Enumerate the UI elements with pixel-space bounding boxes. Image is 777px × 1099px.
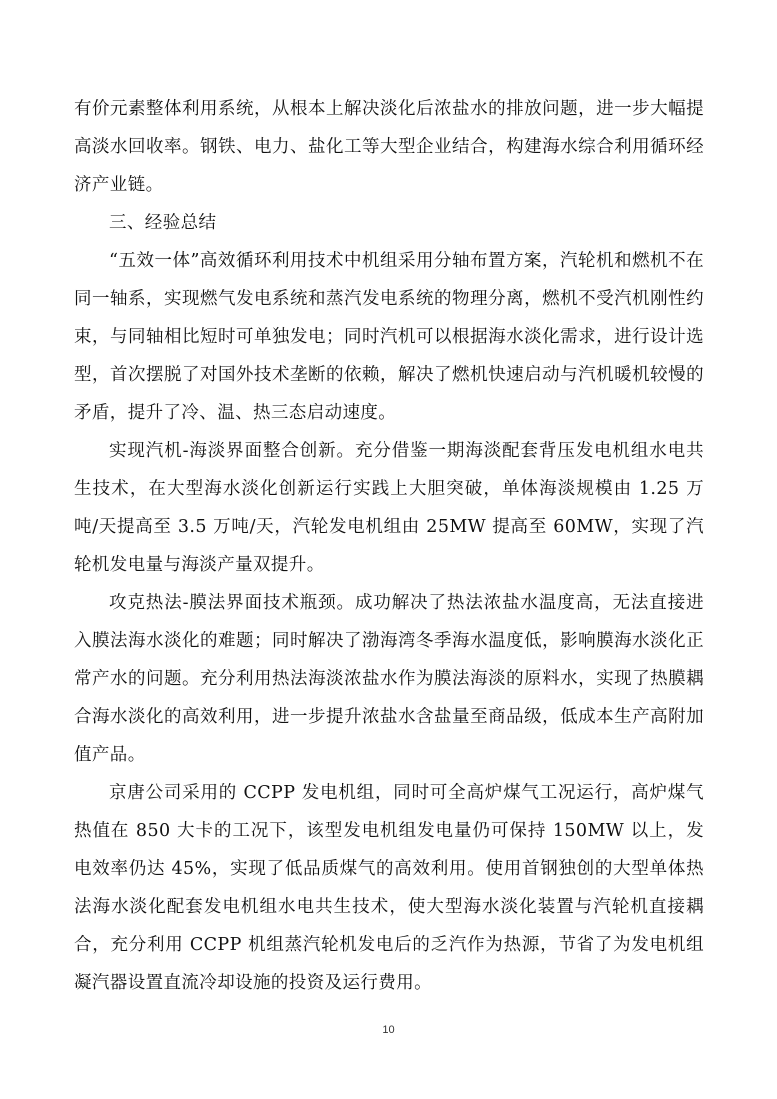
paragraph-five-in-one: “五效一体”高效循环利用技术中机组采用分轴布置方案，汽轮机和燃机不在同一轴系，实现燃气发电系统和蒸汽发电系统的物理分离，燃机不受汽机刚性约束，与同轴相比短时可单独发电；同时汽机可以根据海水淡化需求，进行设计选型，首次摆脱了对国外技术垄断的依赖，解决了燃机快速启动与汽机暖机较慢的矛盾，提升了冷、温、热三态启动速度。 bbox=[74, 251, 704, 423]
paragraph-thermal-membrane: 攻克热法-膜法界面技术瓶颈。成功解决了热法浓盐水温度高，无法直接进入膜法海水淡化的难题；同时解决了渤海湾冬季海水温度低，影响膜海水淡化正常产水的问题。充分利用热法海淡浓盐水作为膜法海淡的原料水，实现了热膜耦合海水淡化的高效利用，进一步提升浓盐水含盐量至商品级，低成本生产高附加值产品。 bbox=[74, 593, 704, 765]
paragraph-ccpp: 京唐公司采用的 CCPP 发电机组，同时可全高炉煤气工况运行，高炉煤气热值在 850 大卡的工况下，该型发电机组发电量仍可保持 150MW 以上，发电效率仍达 45%，实现了低品质煤气的高效利用。使用首钢独创的大型单体热法海水淡化配套发电机组水电共生技术，使大型海水淡化装置与汽轮机直接耦合，充分利用 CCPP 机组蒸汽轮机发电后的乏汽作为热源，节省了为发电机组凝汽器设置直流冷却设施的投资及运行费用。 bbox=[74, 783, 704, 993]
body-text bbox=[74, 90, 704, 1002]
paragraph-turbine-desalination: 实现汽机-海淡界面整合创新。充分借鉴一期海淡配套背压发电机组水电共生技术，在大型海水淡化创新运行实践上大胆突破，单体海淡规模由 1.25 万吨/天提高至 3.5 万吨/天，汽轮发电机组由 25MW 提高至 60MW，实现了汽轮机发电量与海淡产量双提升。 bbox=[74, 441, 704, 575]
paragraph-continuation: 有价元素整体利用系统，从根本上解决淡化后浓盐水的排放问题，进一步大幅提高淡水回收率。钢铁、电力、盐化工等大型企业结合，构建海水综合利用循环经济产业链。 bbox=[74, 99, 704, 195]
section-heading: 三、经验总结 bbox=[109, 213, 217, 233]
page-number: 10 bbox=[382, 1024, 395, 1036]
